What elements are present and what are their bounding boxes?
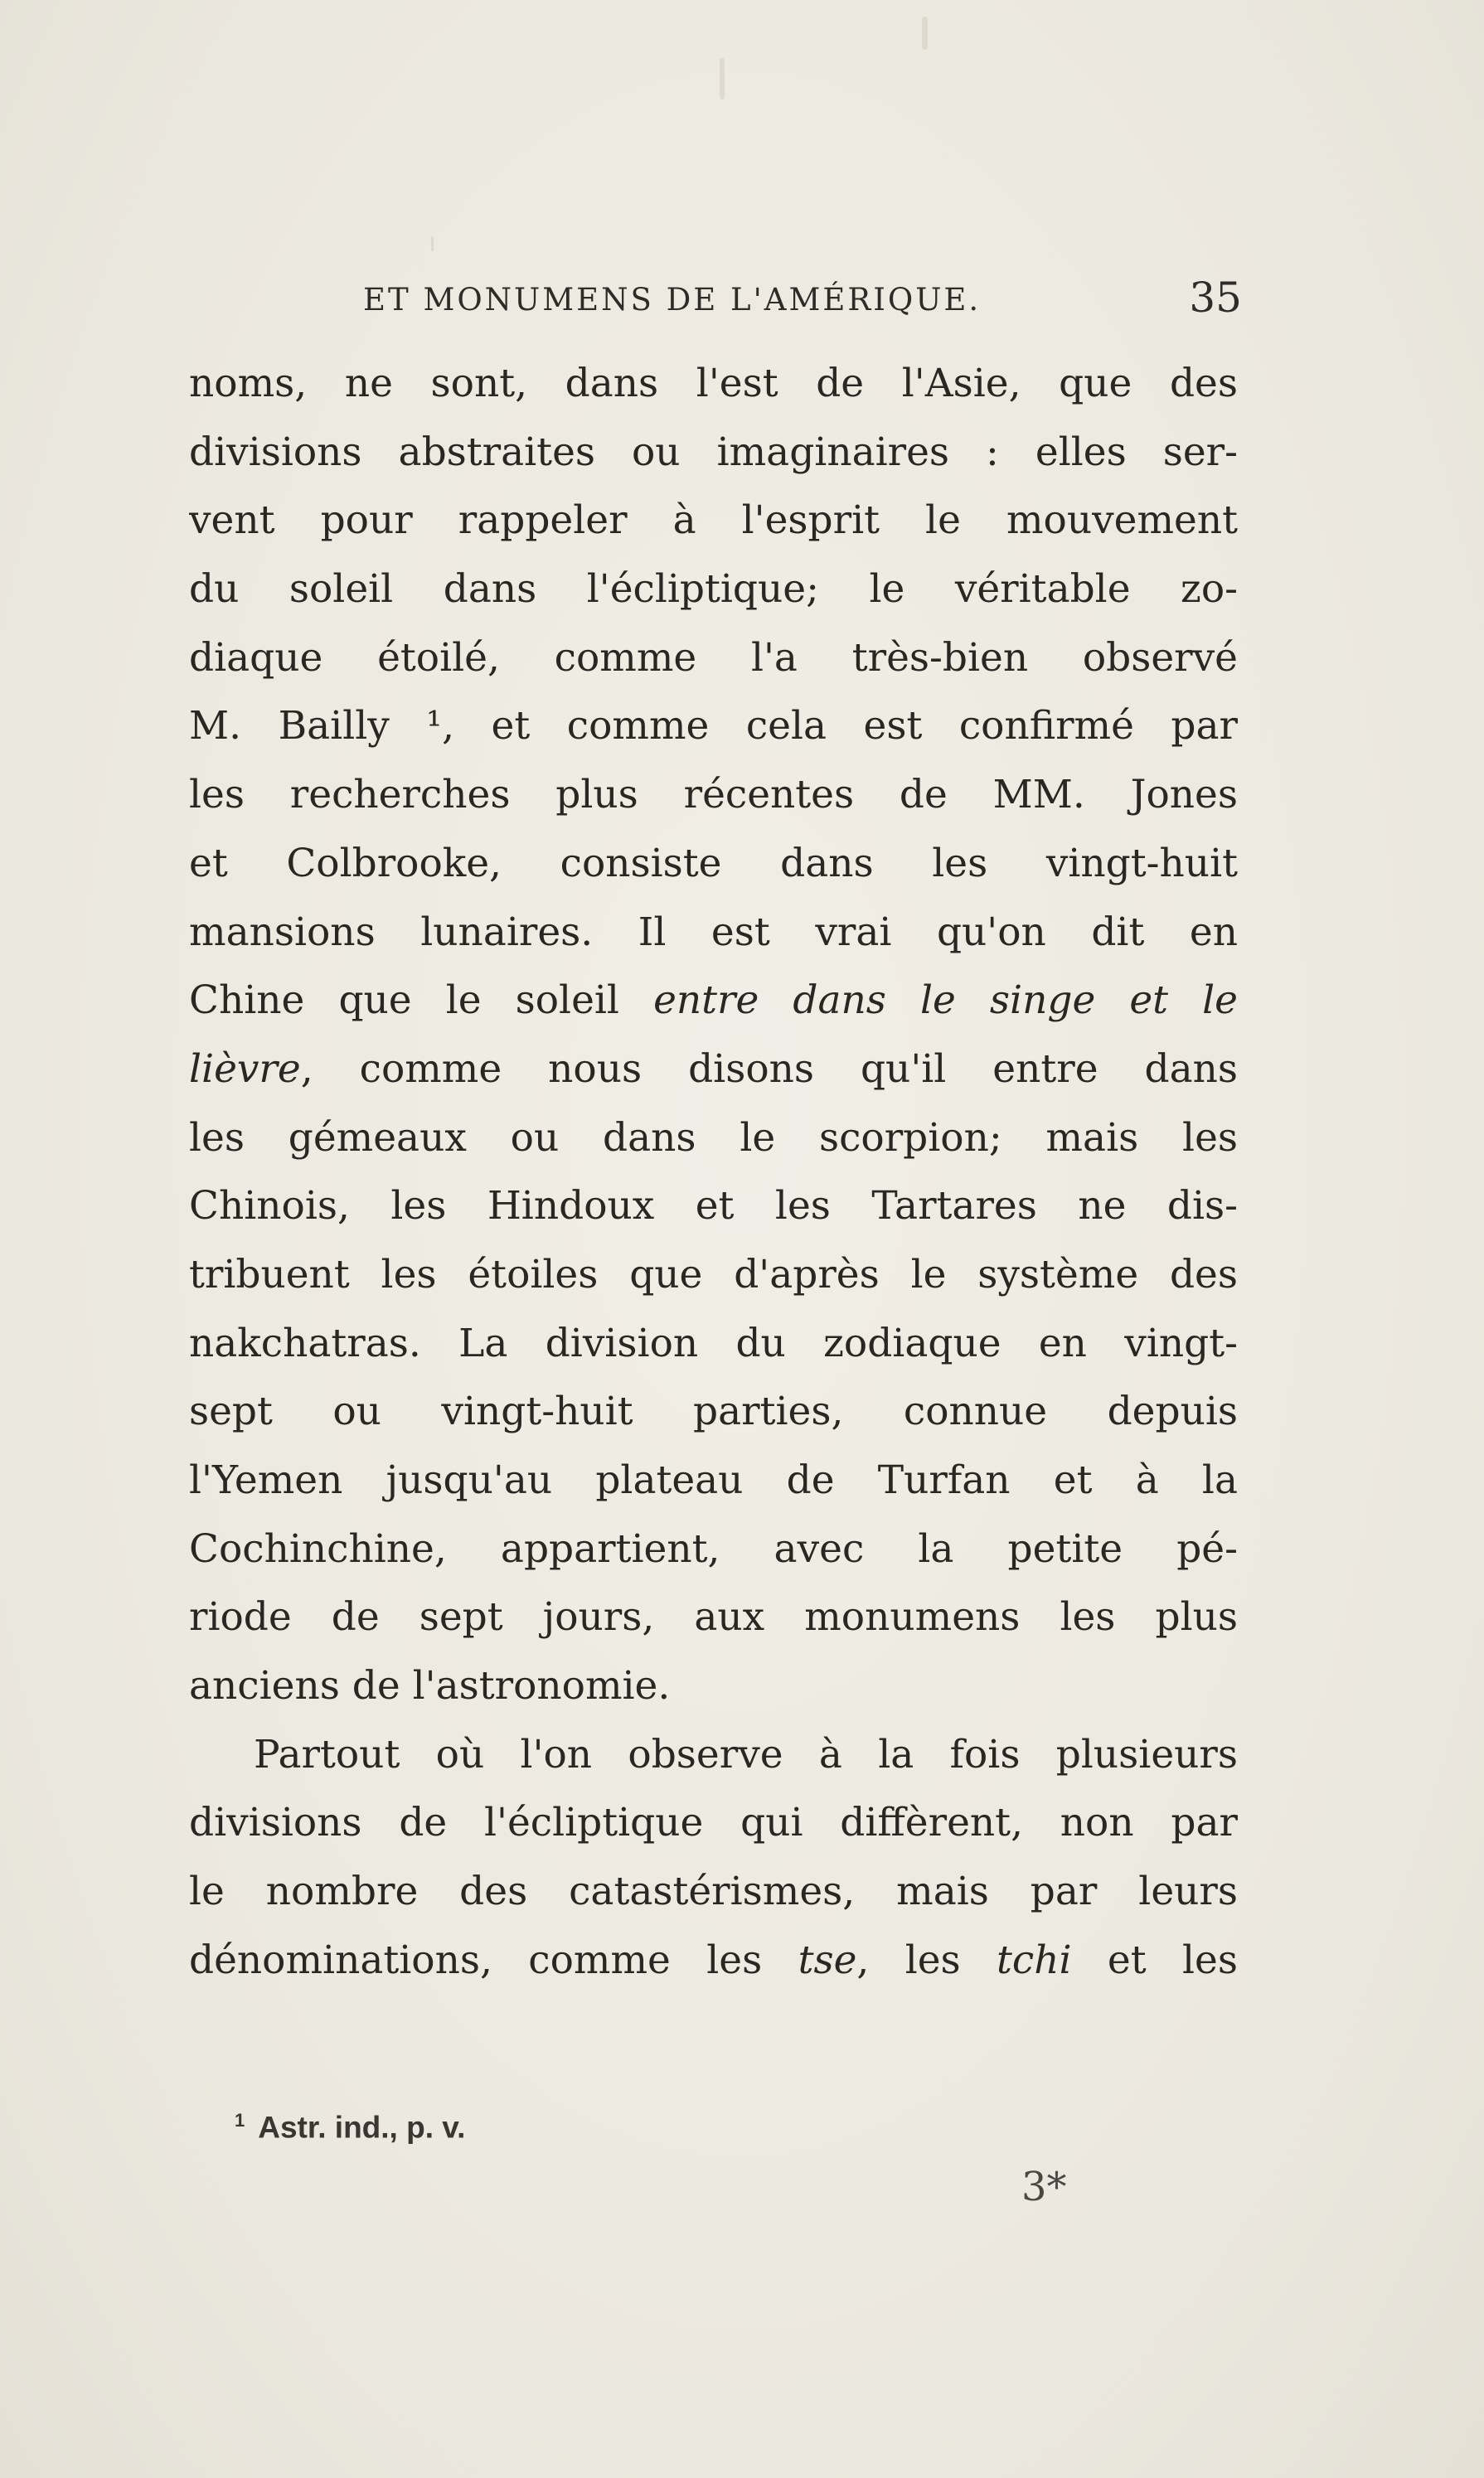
paper-blemish — [720, 58, 725, 99]
italic-term: tchi — [997, 1937, 1072, 1983]
text-line: les gémeaux ou dans le scorpion; mais les — [189, 1114, 1238, 1161]
text-line: divisions abstraites ou imaginaires : elles ser- — [189, 429, 1238, 475]
text-line: tribuent les étoiles que d'après le système des — [189, 1251, 1238, 1297]
text-segment: , les — [856, 1937, 997, 1983]
text-line: Cochinchine, appartient, avec la petite pé- — [189, 1525, 1238, 1572]
text-line: Partout où l'on observe à la fois plusieurs — [254, 1731, 1238, 1777]
text-line: M. Bailly ¹, et comme cela est confirmé par — [189, 703, 1238, 749]
text-line: vent pour rappeler à l'esprit le mouvement — [189, 497, 1238, 544]
text-line — [189, 1035, 1238, 1104]
text-line: mansions lunaires. Il est vrai qu'on dit en — [189, 909, 1238, 955]
text-line: du soleil dans l'écliptique; le véritable zo- — [189, 566, 1238, 613]
text-segment: dénominations, comme les — [189, 1937, 798, 1983]
text-line — [189, 1927, 1238, 1995]
text-line: anciens de l'astronomie. — [189, 1663, 671, 1709]
paper-blemish — [431, 236, 434, 251]
text-line: sept ou vingt-huit parties, connue depuis — [189, 1389, 1238, 1435]
running-head: ET MONUMENS DE L'AMÉRIQUE. — [363, 282, 982, 318]
italic-phrase: entre dans le singe et le — [653, 977, 1238, 1024]
italic-phrase: lièvre — [189, 1045, 301, 1092]
footnote — [235, 2110, 465, 2145]
text-line: Chinois, les Hindoux et les Tartares ne dis- — [189, 1183, 1238, 1229]
signature-mark: 3* — [1021, 2164, 1067, 2210]
text-line: diaque étoilé, comme l'a très-bien observé — [189, 634, 1238, 681]
text-line: riode de sept jours, aux monumens les plus — [189, 1594, 1238, 1641]
body-text — [189, 350, 1238, 1995]
page-header — [363, 274, 1242, 323]
italic-term: tse — [798, 1937, 857, 1983]
text-line: le nombre des catastérismes, mais par leurs — [189, 1869, 1238, 1915]
text-line: l'Yemen jusqu'au plateau de Turfan et à la — [189, 1457, 1238, 1503]
text-line — [189, 967, 1238, 1035]
paper-blemish — [922, 17, 928, 50]
text-line: nakchatras. La division du zodiaque en vingt- — [189, 1320, 1238, 1366]
footnote-text: Astr. ind., p. v. — [258, 2110, 466, 2145]
text-segment: Chine que le soleil — [189, 977, 654, 1024]
text-line: les recherches plus récentes de MM. Jones — [189, 772, 1238, 818]
text-line: et Colbrooke, consiste dans les vingt-huit — [189, 840, 1238, 886]
text-segment: , comme nous disons qu'il entre dans — [300, 1045, 1238, 1092]
text-line: divisions de l'écliptique qui diffèrent, non par — [189, 1800, 1238, 1846]
text-segment: et les — [1071, 1937, 1238, 1983]
page-number: 35 — [1189, 274, 1242, 322]
footnote-marker: 1 — [235, 2110, 245, 2131]
text-line: noms, ne sont, dans l'est de l'Asie, que des — [189, 361, 1238, 406]
